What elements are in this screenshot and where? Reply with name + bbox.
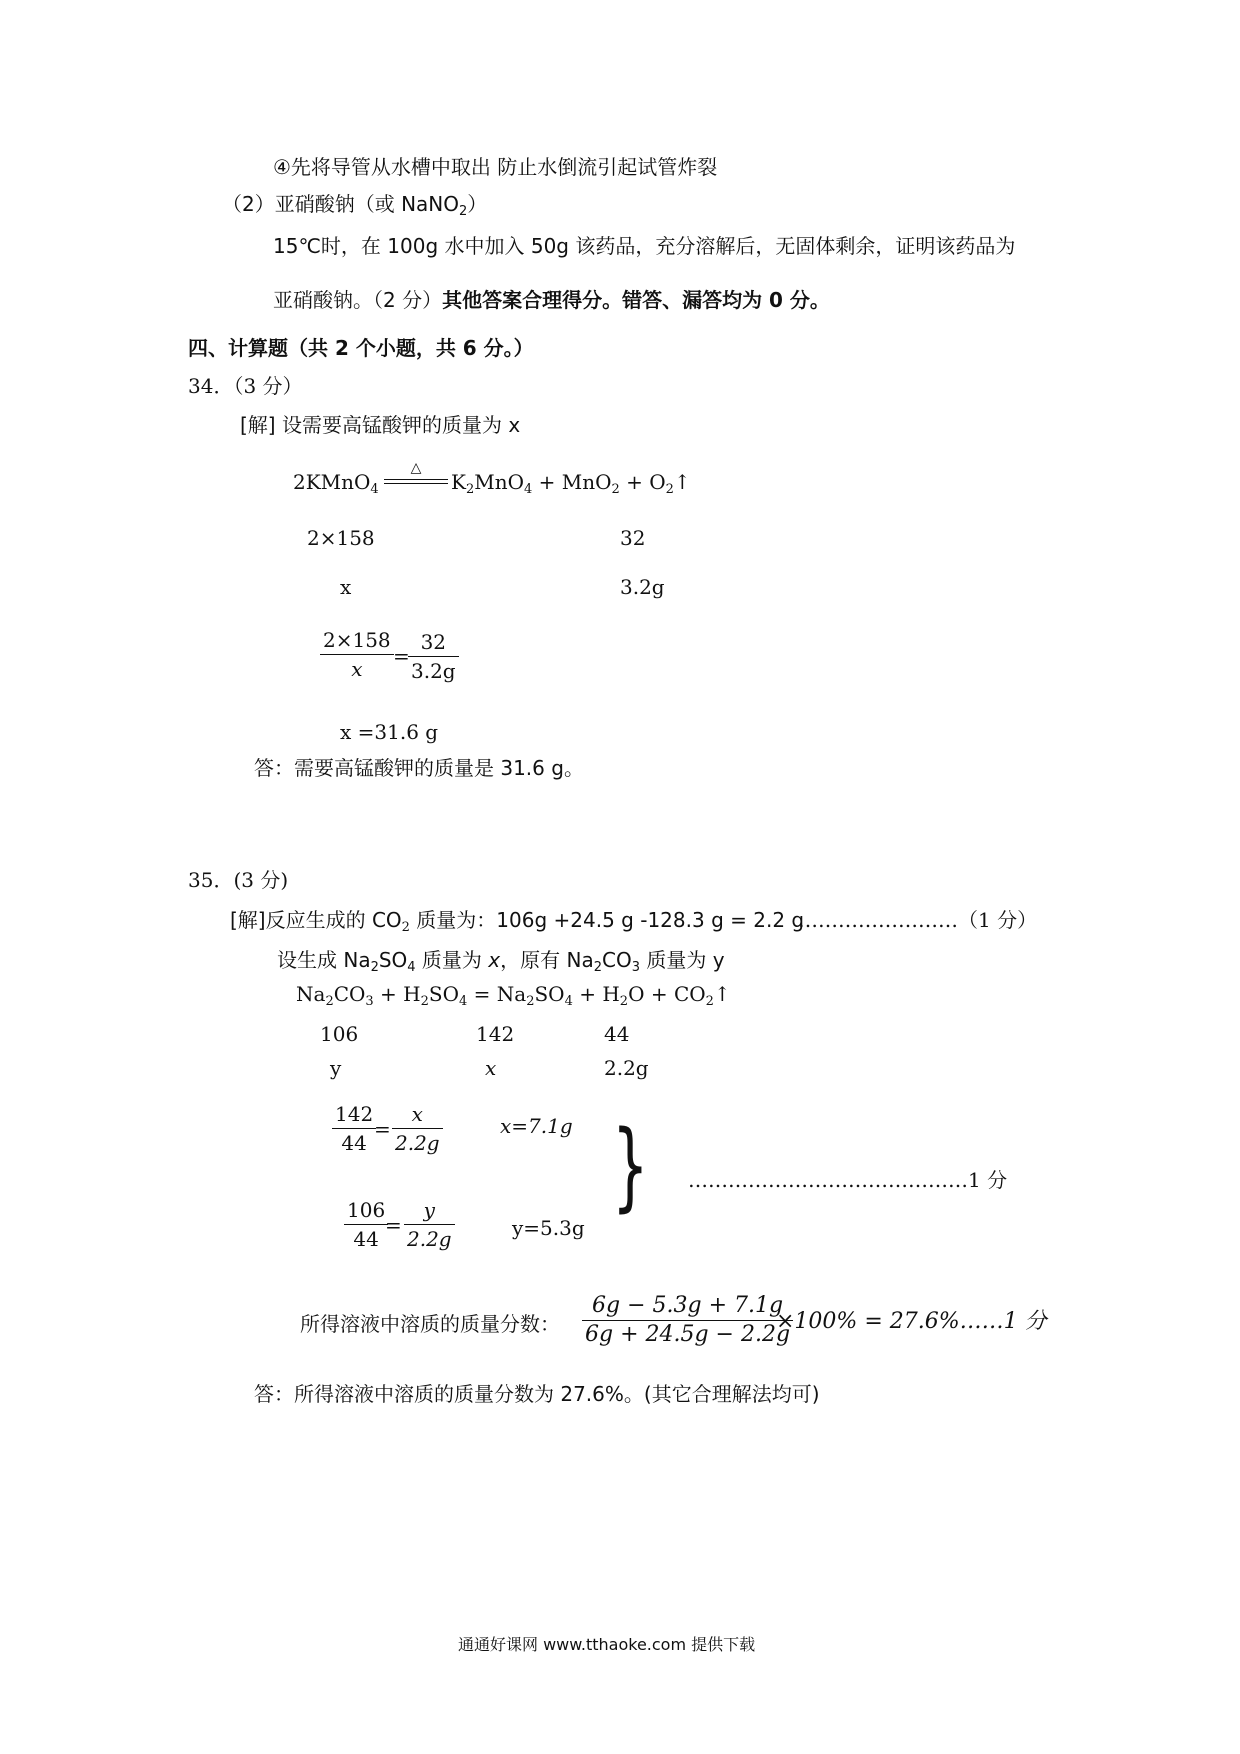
q35-brace-score: ……………………………………1 分 xyxy=(688,1168,1008,1192)
reaction-condition: △ xyxy=(384,460,448,484)
q34-fraction-right: 32 3.2g xyxy=(408,628,459,685)
q35-f2-left: 106 44 xyxy=(344,1196,388,1253)
text-line-3: 15℃时，在 100g 水中加入 50g 该药品，充分溶解后，无固体剩余，证明该药品为 xyxy=(273,234,1016,258)
q35-row2-b: x xyxy=(485,1056,497,1080)
text-line-2: （2）亚硝酸钠（或 NaNO$_2$） xyxy=(222,192,488,219)
q35-line1-score: ……………………（1 分） xyxy=(798,908,1038,932)
q34-equals: = xyxy=(393,644,410,668)
section-title: 四、计算题（共 2 个小题，共 6 分。） xyxy=(188,336,534,360)
q35-mass-fraction: 6g − 5.3g + 7.1g 6g + 24.5g − 2.2g xyxy=(582,1292,793,1349)
q34-row1-right: 32 xyxy=(620,526,646,550)
q34-equation: 2KMnO$_4$ xyxy=(293,470,379,497)
q35-answer: 答：所得溶液中溶质的质量分数为 27.6%。(其它合理解法均可) xyxy=(254,1382,820,1406)
q35-mass-result: ×100% = 27.6%……1 分 xyxy=(776,1309,1047,1334)
q35-row1-a: 106 xyxy=(320,1022,359,1046)
q35-f1-equals: = xyxy=(374,1117,391,1141)
footer: 通通好课网 www.tthaoke.com 提供下载 xyxy=(458,1635,756,1654)
q34-row2-right: 3.2g xyxy=(620,575,665,599)
q34-fraction-left: 2×158 x xyxy=(320,626,394,683)
q34-result: x =31.6 g xyxy=(340,720,439,744)
q35-mass-label: 所得溶液中溶质的质量分数： xyxy=(300,1312,560,1336)
q35-number: 35．(3 分) xyxy=(188,868,289,892)
text-line-1: ④先将导管从水槽中取出 防止水倒流引起试管炸裂 xyxy=(273,155,718,179)
q35-f1-result: x=7.1g xyxy=(500,1114,573,1138)
q35-line2: 设生成 $Na_2SO_4$ 质量为 x，原有 $Na_2CO_3$ 质量为 y xyxy=(277,948,725,975)
text-line-4: 亚硝酸钠。（2 分）其他答案合理得分。错答、漏答均为 0 分。 xyxy=(273,288,830,312)
q34-row2-left: x xyxy=(340,575,352,599)
q34-products: $K_2MnO_4 + MnO_2$ + $O_2↑$ xyxy=(451,470,691,497)
q34-answer: 答：需要高锰酸钾的质量是 31.6 g。 xyxy=(254,756,584,780)
brace: } xyxy=(612,1110,649,1222)
q35-row1-b: 142 xyxy=(476,1022,515,1046)
q35-line1: [解]反应生成的 $CO_2$ 质量为：106g +24.5 g -128.3 g = 2.2 g xyxy=(230,908,805,935)
q35-row1-c: 44 xyxy=(604,1022,630,1046)
q35-f2-result: y=5.3g xyxy=(512,1216,585,1240)
q35-f2-right: y 2.2g xyxy=(404,1196,455,1253)
q35-f2-equals: = xyxy=(385,1213,402,1237)
q34-number: 34．（3 分） xyxy=(188,374,303,398)
q35-row2-c: 2.2g xyxy=(604,1056,649,1080)
q34-intro: [解] 设需要高锰酸钾的质量为 x xyxy=(240,413,521,437)
q35-f1-left: 142 44 xyxy=(332,1100,376,1157)
q35-equation: $Na_2CO_3 + H_2SO_4 = Na_2SO_4 + H_2O$ + $CO_2↑$ xyxy=(296,982,731,1009)
q34-row1-left: 2×158 xyxy=(307,526,375,550)
q35-f1-right: x 2.2g xyxy=(392,1100,443,1157)
q35-row2-a: y xyxy=(330,1056,342,1080)
